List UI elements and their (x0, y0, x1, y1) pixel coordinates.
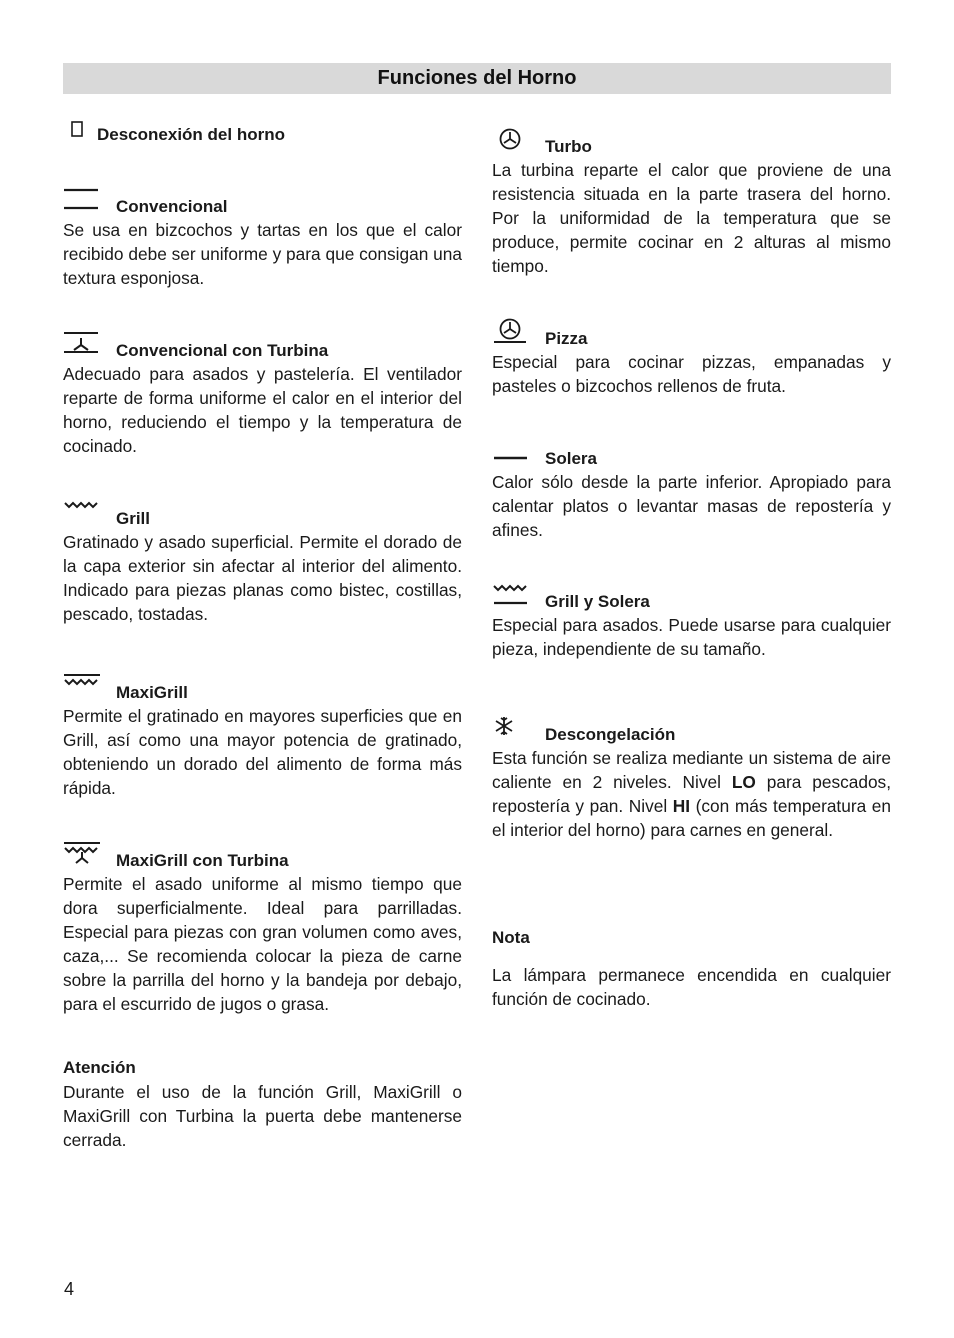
section-text: Especial para cocinar pizzas, empanadas y pasteles o bizcochos rellenos de fruta. (492, 352, 891, 396)
section-text: La lámpara permanece encendida en cualquier función de cocinado. (492, 965, 891, 1009)
grill-bottom-icon (492, 583, 530, 609)
turbo-fan-icon (492, 128, 530, 154)
bottom-heat-icon (492, 440, 530, 466)
section-solera (492, 440, 891, 542)
section-grill (63, 500, 462, 626)
level-hi: HI (672, 796, 691, 816)
section-title: Grill (116, 509, 151, 528)
section-text: Se usa en bizcochos y tartas en los que el calor recibido debe ser uniforme y para que consigan una textura esponjosa. (63, 220, 462, 288)
section-off (63, 116, 462, 146)
page-number: 4 (64, 1279, 75, 1299)
section-title: Pizza (545, 329, 588, 348)
section-text: Permite el asado uniforme al mismo tiempo que dora superficialmente. Ideal para parrilladas. Especial para piezas con gran volumen como aves, caza,... Se recomienda colocar la pieza de carne sobre la parrilla del horno y la bandeja por debajo, para el escurrido de jugos o grasa. (63, 874, 462, 1014)
section-nota (492, 926, 891, 1011)
section-maxigrill (63, 674, 462, 800)
page-title-banner (63, 63, 891, 94)
section-turbo (492, 128, 891, 278)
section-grill-solera (492, 583, 891, 661)
section-text: Especial para asados. Puede usarse para cualquier pieza, independiente de su tamaño. (492, 615, 891, 659)
section-convencional (63, 188, 462, 290)
section-title: Convencional con Turbina (116, 341, 329, 360)
section-title: Turbo (545, 137, 592, 156)
snowflake-icon (492, 716, 530, 742)
section-text: Permite el gratinado en mayores superficies que en Grill, así como una mayor potencia de gratinado, obteniendo un dorado del alimento de forma más rápida. (63, 706, 462, 798)
section-maxigrill-turbina (63, 842, 462, 1016)
section-convencional-turbina (63, 332, 462, 458)
maxigrill-icon (63, 674, 101, 700)
section-title: Convencional (116, 197, 228, 216)
section-title: MaxiGrill con Turbina (116, 851, 289, 870)
section-descongelacion (492, 716, 891, 842)
heat-fan-icon (63, 332, 101, 358)
section-text: La turbina reparte el calor que proviene de una resistencia situada en la parte trasera del horno. Por la uniformidad de la temperatura que se produce, permite cocinar en 2 alturas al mismo tiempo. (492, 160, 891, 276)
section-title: Grill y Solera (545, 592, 650, 611)
page-title: Funciones del Horno (377, 67, 577, 89)
section-pizza (492, 320, 891, 398)
grill-icon (63, 500, 101, 526)
section-title: Nota (492, 928, 530, 947)
section-text: Adecuado para asados y pastelería. El ventilador reparte de forma uniforme el calor en el interior del horno, reduciendo el tiempo y la temperatura de cocinado. (63, 364, 462, 456)
section-title: Atención (63, 1058, 136, 1077)
pizza-fan-icon (492, 320, 530, 346)
square-off-icon (63, 116, 101, 142)
section-title: Descongelación (545, 725, 676, 744)
level-lo: LO (731, 772, 756, 792)
section-title: MaxiGrill (116, 683, 188, 702)
section-text: Gratinado y asado superficial. Permite el dorado de la capa exterior sin afectar al interior del alimento. Indicado para piezas planas como bistec, costillas, pescado, tostadas. (63, 532, 462, 624)
section-text: Esta función se realiza mediante un sistema de aire caliente en 2 niveles. Nivel LO para pescados, repostería y pan. Nivel HI (con más temperatura en el interior del horno) para carnes en general. (492, 748, 892, 840)
top-bottom-heat-icon (63, 188, 101, 214)
maxigrill-fan-icon (63, 842, 101, 868)
section-title: Solera (545, 449, 597, 468)
section-atencion (63, 1056, 462, 1152)
section-title: Desconexión del horno (97, 125, 285, 144)
section-text: Calor sólo desde la parte inferior. Apropiado para calentar platos o levantar masas de repostería y afines. (492, 472, 891, 540)
section-text: Durante el uso de la función Grill, MaxiGrill o MaxiGrill con Turbina la puerta debe mantenerse cerrada. (63, 1082, 462, 1150)
